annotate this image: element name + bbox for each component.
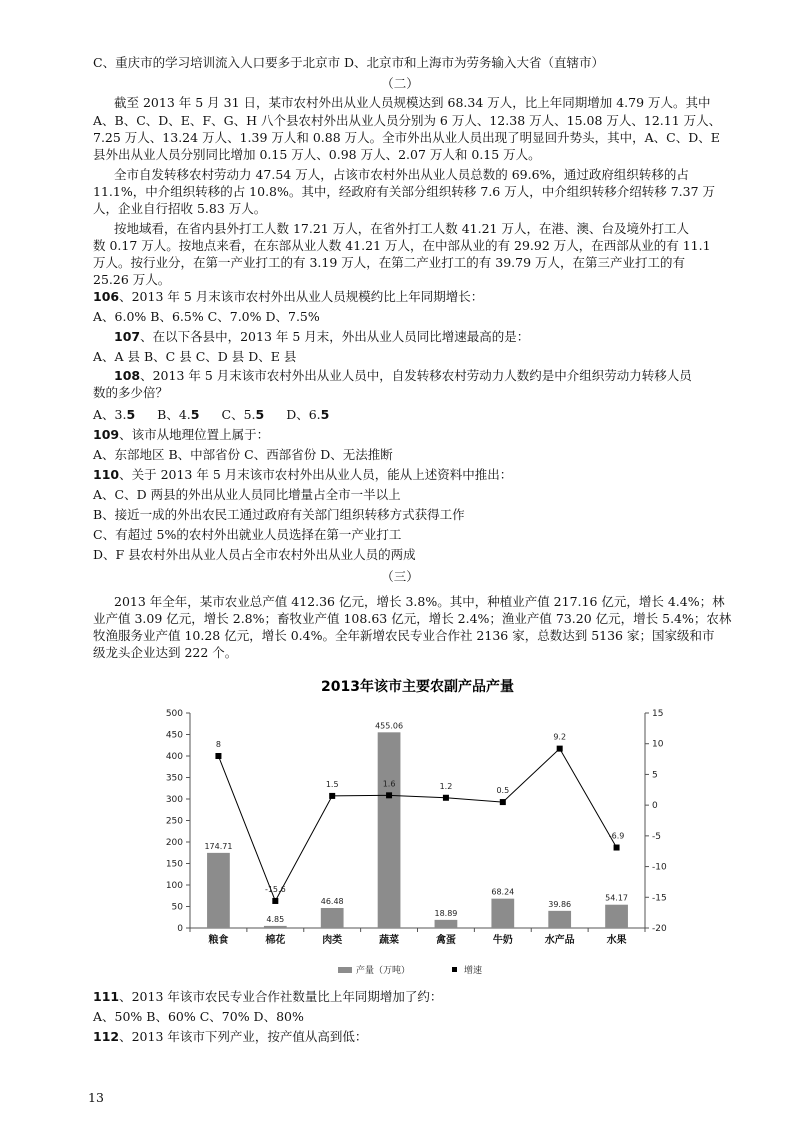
text-line: 县外出从业人员分别同比增加 0.15 万人、0.98 万人、2.07 万人和 0.15 万人。 <box>93 147 541 162</box>
question-text: 、关于 2013 年 5 月末该市农村外出从业人员，能从上述资料中推出： <box>119 467 513 482</box>
right-tick-label: 0 <box>652 801 658 812</box>
question-number: 109 <box>93 427 120 442</box>
question <box>93 1029 367 1045</box>
text-line: 截至 2013 年 5 月 31 日，某市农村外出从业人员规模达到 68.34 万人，比上年同期增加 4.79 万人。其中 <box>114 95 711 110</box>
bar <box>321 908 344 928</box>
text-line: 2013 年全年，某市农业总产值 412.36 亿元，增长 3.8%。其中，种植业产值 217.16 亿元，增长 4.4%；林 <box>114 594 725 609</box>
left-tick-label: 50 <box>171 902 183 913</box>
growth-point <box>329 793 335 799</box>
bar-data-label: 455.06 <box>375 721 404 731</box>
text-line: 按地域看，在省内县外打工人数 17.21 万人，在省外打工人数 41.21 万人，在港、澳、台及境外打工人 <box>114 221 689 236</box>
question <box>93 427 269 443</box>
bar <box>491 899 514 928</box>
option-value: 5 <box>320 407 330 422</box>
text-line: A、C、D 两县的外出从业人员同比增量占全市一半以上 <box>93 487 401 502</box>
category-label: 水果 <box>606 935 627 946</box>
right-tick-label: -10 <box>652 862 667 873</box>
bar-data-label: 174.71 <box>204 841 233 851</box>
growth-data-label: 1.6 <box>382 779 396 789</box>
question-number: 110 <box>93 467 120 482</box>
question-number: 112 <box>93 1029 120 1044</box>
production-chart <box>150 675 690 985</box>
left-tick-label: 0 <box>177 924 183 934</box>
text-line: A、6.0% B、6.5% C、7.0% D、7.5% <box>93 309 320 324</box>
bar <box>207 853 230 928</box>
growth-point <box>272 898 278 904</box>
text-line: 人，企业自行招收 5.83 万人。 <box>93 201 267 216</box>
option <box>222 407 265 422</box>
category-label: 粮食 <box>208 935 229 946</box>
growth-data-label: 9.2 <box>553 732 567 742</box>
category-label: 肉类 <box>322 935 343 946</box>
bar-data-label: 54.17 <box>605 893 629 903</box>
right-tick-label: -15 <box>652 893 667 904</box>
chart-title: 2013年该市主要农副产品产量 <box>321 679 514 695</box>
left-tick-label: 150 <box>165 859 183 870</box>
option <box>286 407 329 422</box>
left-tick-label: 250 <box>165 816 183 827</box>
left-tick-label: 350 <box>165 773 183 784</box>
question <box>114 329 529 345</box>
category-label: 水产品 <box>544 935 575 946</box>
text-line: A、50% B、60% C、70% D、80% <box>93 1009 304 1024</box>
text-line: 25.26 万人。 <box>93 272 171 287</box>
right-tick-label: 5 <box>652 770 658 781</box>
text-line: 11.1%，中介组织转移的占 10.8%。其中，经政府有关部分组织转移 7.6 万人，中介组织转移介绍转移 7.37 万 <box>93 184 715 199</box>
question-text: 、2013 年该市下列产业，按产值从高到低： <box>119 1029 368 1044</box>
category-label: 禽蛋 <box>435 935 456 946</box>
bar <box>435 920 458 928</box>
text-line: 业产值 3.09 亿元，增长 2.8%；畜牧业产值 108.63 亿元，增长 2.4%；渔业产值 73.20 亿元，增长 5.4%；农林 <box>93 611 732 626</box>
growth-data-label: 0.5 <box>496 786 510 796</box>
category-label: 棉花 <box>265 935 286 946</box>
text-line: 7.25 万人、13.24 万人、1.39 万人和 0.88 万人。全市外出从业人员出现了明显回升势头，其中，A、C、D、E <box>93 130 720 145</box>
legend-bar-swatch <box>338 967 352 973</box>
question-text: 、2013 年 5 月末该市农村外出从业人员中，自发转移农村劳动力人数约是中介组织劳动力转移人员 <box>140 368 692 383</box>
text-line: 数 0.17 万人。按地点来看，在东部从业人数 41.21 万人，在中部从业的有 29.92 万人，在西部从业的有 11.1 <box>93 238 711 253</box>
right-tick-label: -5 <box>652 831 661 842</box>
left-tick-label: 100 <box>165 881 183 891</box>
question-text: 、2013 年该市农民专业合作社数量比上年同期增加了约： <box>119 989 443 1004</box>
page-number: 13 <box>88 1090 104 1105</box>
legend-bar-label: 产量（万吨） <box>356 966 411 976</box>
question <box>93 467 512 483</box>
question-number: 108 <box>114 368 141 383</box>
text-line: D、F 县农村外出从业人员占全市农村外出从业人员的两成 <box>93 547 416 562</box>
question <box>114 368 692 384</box>
bar <box>264 926 287 928</box>
option-label: D、6. <box>286 407 321 422</box>
right-tick-label: 15 <box>652 709 664 719</box>
growth-data-label: 1.5 <box>325 779 339 789</box>
option-label: C、5. <box>221 407 256 422</box>
bar-data-label: 46.48 <box>320 897 344 907</box>
bar-data-label: 68.24 <box>491 887 515 897</box>
q108-options <box>93 407 351 423</box>
growth-data-label: 8 <box>215 740 221 749</box>
growth-data-label: -6.9 <box>608 831 625 841</box>
option-value: 5 <box>126 407 136 422</box>
option-value: 5 <box>190 407 200 422</box>
section-heading: （三） <box>381 569 419 584</box>
text-line: A、B、C、D、E、F、G、H 八个县农村外出从业人员分别为 6 万人、12.38 万人、15.08 万人、12.11 万人、 <box>93 113 722 128</box>
question-text: 、该市从地理位置上属于： <box>119 427 270 442</box>
bar-data-label: 18.89 <box>434 908 458 918</box>
left-tick-label: 400 <box>165 752 183 762</box>
bar-data-label: 4.85 <box>266 914 285 924</box>
text-line: C、重庆市的学习培训流入人口要多于北京市 D、北京市和上海市为劳务输入大省（直辖市） <box>93 55 605 70</box>
right-tick-label: 10 <box>652 739 664 750</box>
bar <box>378 732 401 928</box>
question-number: 106 <box>93 289 120 304</box>
right-tick-label: -20 <box>652 924 667 934</box>
left-tick-label: 200 <box>165 838 183 848</box>
growth-point <box>386 792 392 798</box>
text-line: 全市自发转移农村劳动力 47.54 万人，占该市农村外出从业人员总数的 69.6%，通过政府组织转移的占 <box>114 167 689 182</box>
text-line: C、有超过 5%的农村外出就业人员选择在第一产业打工 <box>93 527 402 542</box>
question <box>93 289 483 305</box>
left-tick-label: 300 <box>165 795 183 805</box>
growth-data-label: -15.6 <box>264 884 286 894</box>
bar <box>548 911 571 928</box>
text-line: 数的多少倍？ <box>93 385 169 400</box>
option-label: A、3. <box>93 407 127 422</box>
text-line: 万人。按行业分，在第一产业打工的有 3.19 万人，在第二产业打工的有 39.79 万人，在第三产业打工的有 <box>93 255 686 270</box>
text-line: 级龙头企业达到 222 个。 <box>93 645 238 660</box>
growth-line <box>218 749 616 901</box>
growth-point <box>557 746 563 752</box>
category-label: 牛奶 <box>492 935 513 946</box>
legend-line-swatch <box>452 967 457 972</box>
growth-point <box>614 845 620 851</box>
option <box>93 407 135 422</box>
option <box>157 407 199 422</box>
option-label: B、4. <box>157 407 191 422</box>
growth-point <box>215 753 221 759</box>
section-heading: （二） <box>381 76 419 91</box>
text-line: A、东部地区 B、中部省份 C、西部省份 D、无法推断 <box>93 447 393 462</box>
category-label: 蔬菜 <box>379 935 400 946</box>
text-line: A、A 县 B、C 县 C、D 县 D、E 县 <box>93 349 297 364</box>
bar-data-label: 39.86 <box>548 899 572 909</box>
legend-line-label: 增速 <box>464 966 483 976</box>
left-tick-label: 500 <box>165 709 183 719</box>
text-line: 牧渔服务业产值 10.28 亿元，增长 0.4%。全年新增农民专业合作社 2136 家，总数达到 5136 家；国家级和市 <box>93 628 715 643</box>
question <box>93 989 442 1005</box>
left-tick-label: 450 <box>165 730 183 741</box>
growth-point <box>443 795 449 801</box>
question-number: 107 <box>114 329 141 344</box>
question-number: 111 <box>93 989 120 1004</box>
text-line: B、接近一成的外出农民工通过政府有关部门组织转移方式获得工作 <box>93 507 465 522</box>
option-value: 5 <box>255 407 265 422</box>
growth-point <box>500 799 506 805</box>
question-text: 、2013 年 5 月末该市农村外出从业人员规模约比上年同期增长： <box>119 289 484 304</box>
growth-data-label: 1.2 <box>439 781 453 791</box>
bar <box>605 905 628 928</box>
question-text: 、在以下各县中，2013 年 5 月末，外出从业人员同比增速最高的是： <box>140 329 530 344</box>
